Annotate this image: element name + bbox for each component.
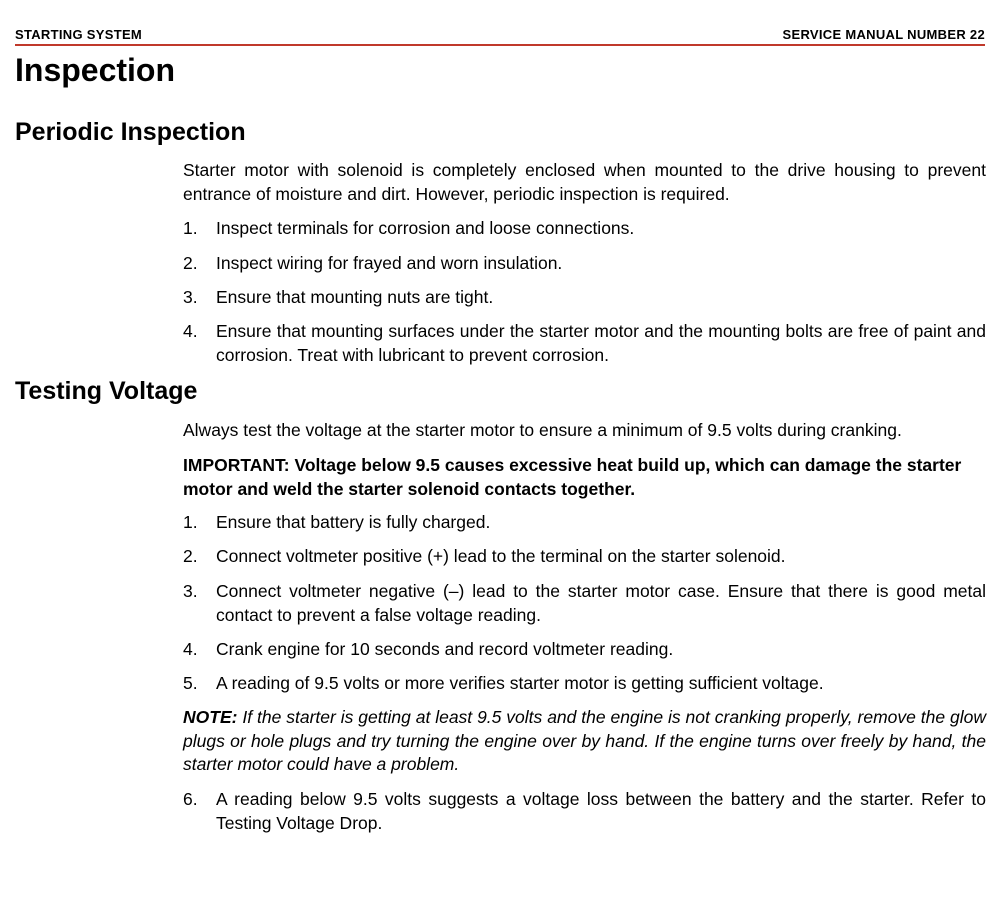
important-block [183, 454, 986, 501]
step-text: Inspect wiring for frayed and worn insulation. [216, 253, 563, 273]
step-text: Inspect terminals for corrosion and loose connections. [216, 218, 635, 238]
page-title: Inspection [15, 52, 176, 88]
periodic-step-1 [183, 217, 986, 241]
testing-intro-block [183, 419, 986, 443]
periodic-step-3 [183, 286, 986, 310]
step-number: 6. [183, 789, 198, 809]
testing-step-5 [183, 672, 986, 696]
periodic-step-2 [183, 252, 986, 276]
step-number: 3. [183, 287, 198, 307]
section-label: STARTING SYSTEM [15, 27, 143, 42]
testing-step-1 [183, 511, 986, 535]
step-text: Ensure that mounting nuts are tight. [216, 287, 494, 307]
step-number: 1. [183, 218, 198, 238]
important-notice: IMPORTANT: Voltage below 9.5 causes excessive heat build up, which can damage the starter motor and weld the starter solenoid contacts together. [183, 455, 962, 499]
step-number: 2. [183, 253, 198, 273]
testing-step-2 [183, 545, 986, 569]
note-label: NOTE: [183, 707, 238, 727]
periodic-intro: Starter motor with solenoid is completely enclosed when mounted to the drive housing to prevent entrance of moisture and dirt. However, periodic inspection is required. [183, 160, 986, 204]
note-block [183, 706, 986, 777]
testing-step-4 [183, 638, 986, 662]
manual-number: SERVICE MANUAL NUMBER 22 [782, 27, 985, 42]
testing-step-3 [183, 580, 986, 627]
step-number: 3. [183, 581, 198, 601]
note [183, 706, 986, 777]
step-text: A reading of 9.5 volts or more verifies starter motor is getting sufficient voltage. [216, 673, 824, 693]
step-number: 2. [183, 546, 198, 566]
step-text: A reading below 9.5 volts suggests a voltage loss between the battery and the starter. Refer to Testing Voltage Drop. [216, 789, 986, 833]
step-text: Crank engine for 10 seconds and record voltmeter reading. [216, 639, 674, 659]
page-header [15, 26, 985, 46]
step-text: Connect voltmeter positive (+) lead to the terminal on the starter solenoid. [216, 546, 786, 566]
testing-step-6 [183, 788, 986, 835]
step-number: 1. [183, 512, 198, 532]
testing-voltage-heading: Testing Voltage [15, 377, 198, 405]
step-number: 4. [183, 321, 198, 341]
periodic-inspection-heading: Periodic Inspection [15, 118, 246, 146]
step-text: Connect voltmeter negative (–) lead to the starter motor case. Ensure that there is good metal contact to prevent a false voltage reading. [216, 581, 986, 625]
periodic-intro-block [183, 159, 986, 206]
step-number: 4. [183, 639, 198, 659]
step-text: Ensure that battery is fully charged. [216, 512, 491, 532]
testing-intro: Always test the voltage at the starter motor to ensure a minimum of 9.5 volts during cranking. [183, 420, 902, 440]
step-number: 5. [183, 673, 198, 693]
note-text: If the starter is getting at least 9.5 volts and the engine is not cranking properly, remove the glow plugs or hole plugs and try turning the engine over by hand. If the engine turns over freely by hand, the starter motor could have a problem. [183, 707, 986, 774]
step-text: Ensure that mounting surfaces under the starter motor and the mounting bolts are free of paint and corrosion. Treat with lubricant to prevent corrosion. [216, 321, 986, 365]
periodic-step-4 [183, 320, 986, 367]
